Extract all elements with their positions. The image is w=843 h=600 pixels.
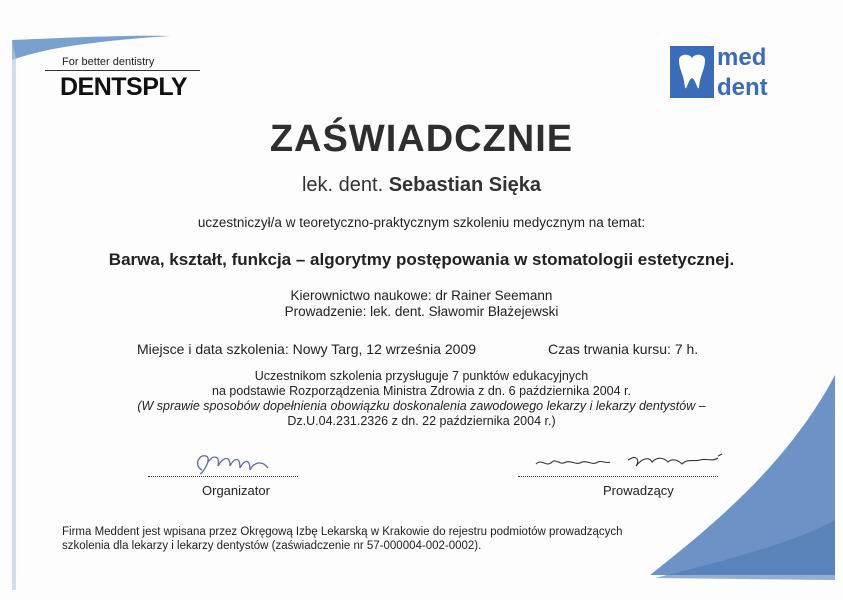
footer-line: Firma Meddent jest wpisana przez Okręgową Izbę Lekarską w Krakowie do rejestru podmiotów prowadzących [62, 526, 623, 538]
education-points [0, 369, 843, 429]
dentsply-rule [45, 70, 200, 71]
recipient-name-line [0, 174, 843, 197]
recipient-name: Sebastian Sięka [388, 174, 542, 196]
instructor-label: Prowadzący [603, 483, 674, 498]
svg-text:med: med [717, 44, 767, 71]
footer-line: szkolenia dla lekarzy i lekarzy dentystów (zaświadczenie nr 57-000004-002-0002). [62, 540, 482, 552]
course-instructor: Prowadzenie: lek. dent. Sławomir Błażejewski [284, 304, 559, 319]
svg-text:dent: dent [717, 74, 768, 100]
organizer-label: Organizator [202, 483, 270, 498]
points-line: (W sprawie sposobów dopełnienia obowiązku doskonalenia zawodowego lekarzy i lekarzy dentystów – [137, 399, 706, 413]
organizer-signature-line [148, 476, 298, 477]
participation-text: uczestniczył/a w teoretyczno-praktycznym szkoleniu medycznym na temat: [197, 215, 646, 230]
points-line: na podstawie Rozporządzenia Ministra Zdrowia z dn. 6 października 2004 r. [212, 384, 631, 398]
certificate-title: ZAŚWIADCZNIE [269, 118, 574, 160]
course-duration: Czas trwania kursu: 7 h. [548, 341, 699, 357]
dentsply-logo: DENTSPLY [60, 73, 188, 101]
place-and-date: Miejsce i data szkolenia: Nowy Targ, 12 września 2009 [137, 341, 477, 357]
scientific-lead: Kierownictwo naukowe: dr Rainer Seemann [290, 288, 553, 303]
footer-note [62, 525, 623, 553]
meddent-logo [670, 40, 774, 100]
course-topic: Barwa, kształt, funkcja – algorytmy postępowania w stomatologii estetycznej. [108, 250, 735, 269]
dentsply-tagline: For better dentistry [62, 56, 155, 68]
points-line: Uczestnikom szkolenia przysługuje 7 punktów edukacyjnych [254, 369, 589, 383]
points-line: Dz.U.04.231.2326 z dn. 22 października 2004 r.) [287, 414, 556, 428]
name-prefix: lek. dent. [301, 174, 384, 196]
instructor-signature-line [518, 476, 718, 477]
